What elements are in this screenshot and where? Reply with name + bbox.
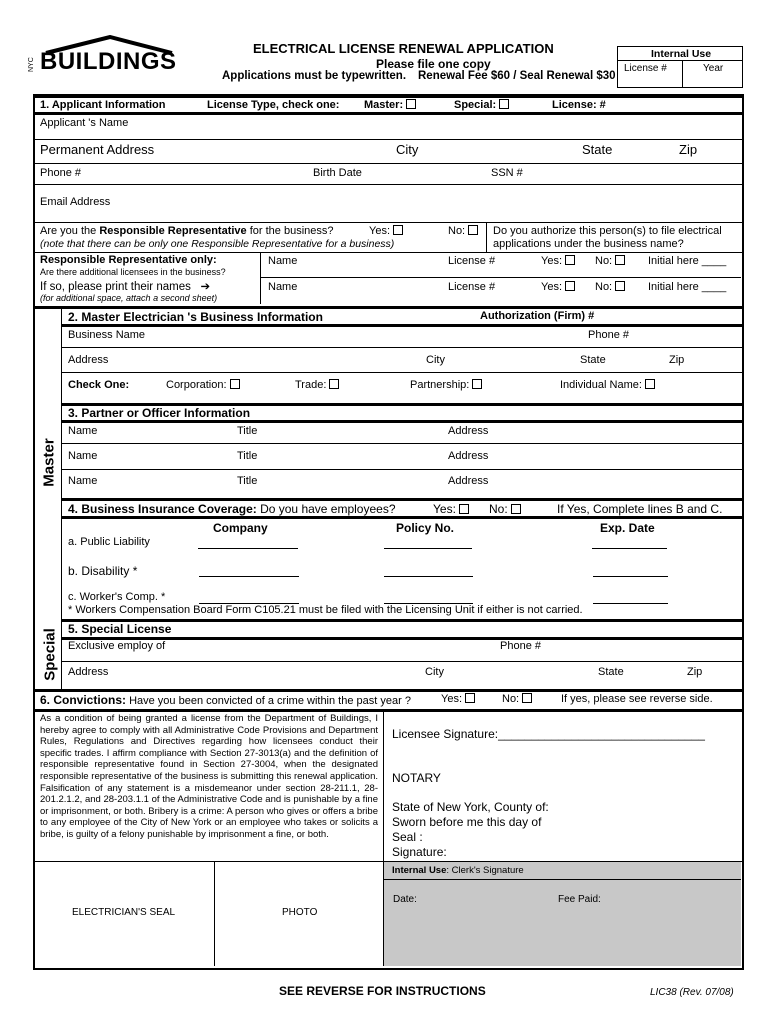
- notary-label: NOTARY: [392, 771, 441, 785]
- employees-yes-checkbox[interactable]: Yes:: [433, 502, 469, 516]
- special-checkbox[interactable]: [454, 99, 509, 111]
- rr-only-label: Responsible Representative only:: [40, 254, 217, 266]
- line-a-label: a. Public Liability: [68, 536, 150, 548]
- corporation-checkbox[interactable]: Corporation:: [166, 379, 240, 391]
- master-label: Master:: [364, 99, 404, 111]
- sworn-field[interactable]: Sworn before me this day of: [392, 815, 542, 829]
- additional-yes-2[interactable]: Yes:: [541, 281, 575, 293]
- internal-license-label: License #: [624, 63, 667, 74]
- col-company: Company: [213, 521, 268, 535]
- business-zip-field[interactable]: Zip: [669, 354, 685, 366]
- rr-question: Are you the Responsible Representative for the business?: [40, 225, 334, 237]
- convicted-yes-checkbox[interactable]: Yes:: [441, 693, 475, 705]
- seal-field[interactable]: Seal :: [392, 830, 423, 844]
- arrow-right-icon: ➔: [200, 281, 211, 293]
- internal-use-area: [384, 862, 741, 966]
- authorize-question-1: Do you authorize this person(s) to file electrical: [493, 225, 722, 237]
- partner-address-1[interactable]: Address: [448, 425, 489, 437]
- partner-title-2[interactable]: Title: [237, 450, 258, 462]
- convicted-no-checkbox[interactable]: No:: [502, 693, 532, 705]
- special-zip-field[interactable]: Zip: [687, 666, 703, 678]
- form-number: LIC38 (Rev. 07/08): [650, 987, 734, 998]
- business-name-field[interactable]: Business Name: [68, 329, 146, 341]
- line-a-policy[interactable]: [384, 548, 472, 549]
- additional-license-1[interactable]: License #: [448, 255, 496, 267]
- state-field[interactable]: State: [582, 142, 613, 157]
- internal-clerk-label: Internal Use: Clerk's Signature: [392, 865, 524, 876]
- internal-use-title: Internal Use: [651, 48, 712, 60]
- partner-name-3[interactable]: Name: [68, 475, 98, 487]
- ssn-field[interactable]: SSN #: [491, 167, 523, 179]
- special-city-field[interactable]: City: [425, 666, 444, 678]
- partnership-checkbox[interactable]: Partnership:: [410, 379, 482, 391]
- employees-no-checkbox[interactable]: No:: [489, 502, 521, 516]
- phone-field[interactable]: Phone #: [40, 167, 81, 179]
- line-a-company[interactable]: [198, 548, 298, 549]
- applicant-name-field[interactable]: Applicant 's Name: [40, 117, 129, 129]
- business-city-field[interactable]: City: [426, 354, 445, 366]
- rr-note: (note that there can be only one Responsible Representative for a business): [40, 238, 395, 250]
- partner-title-3[interactable]: Title: [237, 475, 258, 487]
- logo-prefix: NYC: [28, 57, 35, 72]
- print-names-label: If so, please print their names ➔: [40, 281, 211, 293]
- special-phone-field[interactable]: Phone #: [500, 640, 541, 652]
- zip-field[interactable]: Zip: [679, 142, 698, 157]
- internal-date-field: Date:: [393, 894, 417, 905]
- additional-licensees-label: Are there additional licensees in the business?: [40, 267, 226, 277]
- section-4-heading: 4. Business Insurance Coverage: Do you have employees?: [68, 502, 396, 516]
- reverse-side-note: If yes, please see reverse side.: [561, 693, 713, 705]
- trade-checkbox[interactable]: Trade:: [295, 379, 339, 391]
- check-one-label: Check One:: [68, 379, 130, 391]
- business-phone-field[interactable]: Phone #: [588, 329, 629, 341]
- license-number-field[interactable]: License: #: [552, 99, 606, 111]
- additional-no-1[interactable]: No:: [595, 255, 625, 267]
- line-b-policy[interactable]: [384, 576, 473, 577]
- line-b-company[interactable]: [199, 576, 299, 577]
- state-county-field[interactable]: State of New York, County of:: [392, 800, 549, 814]
- business-address-field[interactable]: Address: [68, 354, 109, 366]
- additional-initial-2[interactable]: Initial here ____: [648, 281, 727, 293]
- col-policy: Policy No.: [396, 521, 455, 535]
- master-checkbox[interactable]: [364, 99, 416, 111]
- rr-no-checkbox[interactable]: No:: [448, 225, 478, 237]
- line-c-exp[interactable]: [593, 603, 668, 604]
- section-2-heading: 2. Master Electrician 's Business Information: [68, 310, 323, 324]
- internal-year-label: Year: [703, 63, 724, 74]
- additional-initial-1[interactable]: Initial here ____: [648, 255, 727, 267]
- business-state-field[interactable]: State: [580, 354, 606, 366]
- birth-date-field[interactable]: Birth Date: [313, 167, 362, 179]
- form-title: ELECTRICAL LICENSE RENEWAL APPLICATION: [253, 41, 554, 56]
- section-6-heading: 6. Convictions: Have you been convicted of a crime within the past year ?: [40, 693, 411, 707]
- line-b-exp[interactable]: [593, 576, 668, 577]
- section-3-heading: 3. Partner or Officer Information: [68, 406, 251, 420]
- line-b-label: b. Disability *: [68, 564, 138, 578]
- rr-yes-checkbox[interactable]: Yes:: [369, 225, 403, 237]
- additional-license-2[interactable]: License #: [448, 281, 496, 293]
- special-label: Special:: [454, 99, 497, 111]
- subtitle: Please file one copy: [376, 57, 491, 71]
- partner-name-1[interactable]: Name: [68, 425, 98, 437]
- additional-name-2[interactable]: Name: [268, 281, 298, 293]
- condition-paragraph: As a condition of being granted a license from the Department of Buildings, I hereby agree to comply with all Administrative Code Provisions and Department Rules, Regulations and Directives regarding how licensees conduct their specific trades. I affirm compliance with Section 27-3013(a) and the definition of responsible representative found in Section 27-3004, when the designated responsible representative of the business is submitting this renewal application. Falsification of any statement is a misdemeanor under section 28-211.1, 28-201.2.1.2, and 28-203.1.1 of the Administrative Code and is punishable by a fine or imprisonment, or both. Bribery is a crime: A person who gives or offers a bribe to any employee of the City of New York or an employee who takes or solicits a bribe, is guilty of a felony punishable by imprisonment a fine, or both.: [40, 713, 378, 840]
- partner-name-2[interactable]: Name: [68, 450, 98, 462]
- partner-address-3[interactable]: Address: [448, 475, 489, 487]
- additional-no-2[interactable]: No:: [595, 281, 625, 293]
- special-state-field[interactable]: State: [598, 666, 624, 678]
- if-yes-note: If Yes, Complete lines B and C.: [557, 502, 723, 516]
- workers-comp-footnote: * Workers Compensation Board Form C105.21 must be filed with the Licensing Unit if either is not carried.: [68, 604, 583, 616]
- col-exp-date: Exp. Date: [600, 521, 655, 535]
- licensee-signature-field[interactable]: Licensee Signature:_______________________________: [392, 727, 705, 741]
- electrician-seal-box: ELECTRICIAN'S SEAL: [72, 907, 176, 918]
- partner-address-2[interactable]: Address: [448, 450, 489, 462]
- city-field[interactable]: City: [396, 142, 419, 157]
- partner-title-1[interactable]: Title: [237, 425, 258, 437]
- line-a-exp[interactable]: [592, 548, 667, 549]
- section-1-heading: 1. Applicant Information: [40, 99, 166, 111]
- see-reverse-instructions: SEE REVERSE FOR INSTRUCTIONS: [279, 984, 486, 998]
- auth-firm-field[interactable]: Authorization (Firm) #: [480, 310, 595, 322]
- permanent-address-field[interactable]: Permanent Address: [40, 142, 155, 157]
- individual-name-checkbox[interactable]: Individual Name:: [560, 379, 655, 391]
- master-side-label: Master: [40, 438, 58, 487]
- email-field[interactable]: Email Address: [40, 196, 111, 208]
- line-c-label: c. Worker's Comp. *: [68, 591, 166, 603]
- notary-signature-field[interactable]: Signature:: [392, 845, 447, 859]
- additional-name-1[interactable]: Name: [268, 255, 298, 267]
- typewritten-note: Applications must be typewritten.: [222, 70, 407, 82]
- license-type-label: License Type, check one:: [207, 99, 340, 111]
- internal-fee-paid-field: Fee Paid:: [558, 894, 601, 905]
- special-side-label: Special: [41, 628, 59, 681]
- exclusive-employ-field[interactable]: Exclusive employ of: [68, 640, 166, 652]
- additional-yes-1[interactable]: Yes:: [541, 255, 575, 267]
- special-address-field[interactable]: Address: [68, 666, 109, 678]
- renewal-fee: Renewal Fee $60 / Seal Renewal $30: [418, 70, 616, 82]
- logo-name: BUILDINGS: [40, 48, 177, 75]
- attach-note: (for additional space, attach a second sheet): [40, 293, 218, 303]
- section-5-heading: 5. Special License: [68, 622, 172, 636]
- photo-box: PHOTO: [282, 907, 318, 918]
- authorize-question-2: applications under the business name?: [493, 238, 684, 250]
